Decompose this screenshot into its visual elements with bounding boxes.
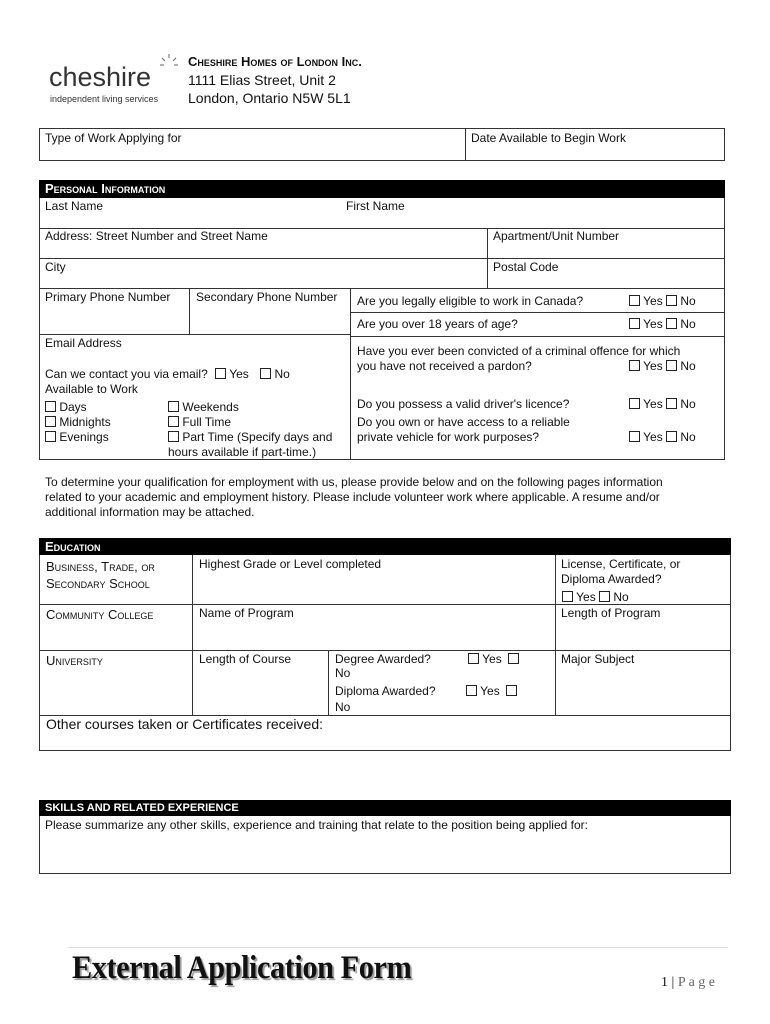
- midnights-checkbox[interactable]: [45, 416, 56, 427]
- contact-email-no-checkbox[interactable]: [260, 368, 271, 379]
- convicted-no-checkbox[interactable]: [666, 360, 677, 371]
- part-time-checkbox[interactable]: [168, 431, 179, 442]
- intro-line-1: To determine your qualification for employment with us, please provide below and on the following pages information: [45, 475, 663, 489]
- degree-no-checkbox[interactable]: [508, 653, 519, 664]
- vehicle-no-checkbox[interactable]: [666, 431, 677, 442]
- diploma-label: Diploma Awarded?: [335, 684, 436, 698]
- eligible-yes-checkbox[interactable]: [629, 295, 640, 306]
- license-no-checkbox[interactable]: [599, 591, 610, 602]
- intro-line-3: additional information may be attached.: [45, 505, 255, 519]
- address-line-1: 1111 Elias Street, Unit 2: [188, 72, 336, 88]
- vehicle-question-2: private vehicle for work purposes?: [357, 430, 540, 444]
- sun-icon: [158, 52, 180, 74]
- apt-field[interactable]: Apartment/Unit Number: [493, 229, 620, 243]
- full-time-checkbox[interactable]: [168, 416, 179, 427]
- part-time-note: hours available if part-time.): [168, 445, 317, 459]
- convicted-question-2: you have not received a pardon?: [357, 359, 532, 373]
- vehicle-question-1: Do you own or have access to a reliable: [357, 415, 570, 429]
- licence-question: Do you possess a valid driver's licence?: [357, 397, 570, 411]
- postal-field[interactable]: Postal Code: [493, 260, 559, 274]
- days-checkbox[interactable]: [45, 401, 56, 412]
- last-name-field[interactable]: Last Name: [45, 199, 104, 213]
- weekends-checkbox[interactable]: [168, 401, 179, 412]
- skills-header: SKILLS AND RELATED EXPERIENCE: [39, 800, 731, 816]
- contact-email-question: Can we contact you via email? Yes No: [45, 367, 290, 381]
- contact-email-yes-checkbox[interactable]: [215, 368, 226, 379]
- over18-yes-checkbox[interactable]: [629, 318, 640, 329]
- business-school-label-1: Business, Trade, or: [46, 559, 155, 574]
- diploma-yes-checkbox[interactable]: [466, 685, 477, 696]
- education-header: Education: [39, 538, 731, 555]
- community-college-label: Community College: [46, 607, 154, 622]
- page-number: 1: [661, 975, 668, 990]
- business-school-label-2: Secondary School: [46, 576, 150, 591]
- license-label-2: Diploma Awarded?: [561, 572, 662, 586]
- program-field[interactable]: Name of Program: [199, 606, 294, 620]
- address-line-2: London, Ontario N5W 5L1: [188, 90, 351, 106]
- secondary-phone-field[interactable]: Secondary Phone Number: [196, 290, 338, 304]
- email-field[interactable]: Email Address: [45, 336, 122, 350]
- address-field[interactable]: Address: Street Number and Street Name: [45, 229, 268, 243]
- degree-label: Degree Awarded?: [335, 652, 431, 666]
- intro-line-2: related to your academic and employment history. Please include volunteer work where applicable. A resume and/or: [45, 490, 660, 504]
- org-name: Cheshire Homes of London Inc.: [188, 54, 362, 69]
- personal-info-header: Personal Information: [39, 180, 725, 198]
- degree-no-label: No: [335, 666, 351, 680]
- work-type-field[interactable]: Type of Work Applying for: [45, 131, 182, 145]
- primary-phone-field[interactable]: Primary Phone Number: [45, 290, 171, 304]
- major-subject-field[interactable]: Major Subject: [561, 652, 635, 666]
- highest-grade-field[interactable]: Highest Grade or Level completed: [199, 557, 382, 571]
- license-yes-checkbox[interactable]: [562, 591, 573, 602]
- university-label: University: [46, 653, 103, 668]
- vehicle-yes-checkbox[interactable]: [629, 431, 640, 442]
- form-title: External Application Form: [72, 950, 412, 986]
- skills-prompt: Please summarize any other skills, experience and training that relate to the position being applied for:: [45, 818, 588, 832]
- licence-no-checkbox[interactable]: [666, 398, 677, 409]
- eligible-no-checkbox[interactable]: [666, 295, 677, 306]
- licence-yes-checkbox[interactable]: [629, 398, 640, 409]
- date-available-field[interactable]: Date Available to Begin Work: [471, 131, 626, 145]
- page-label: P a g e: [677, 975, 716, 990]
- diploma-no-checkbox[interactable]: [506, 685, 517, 696]
- over18-no-checkbox[interactable]: [666, 318, 677, 329]
- other-courses-field[interactable]: Other courses taken or Certificates received:: [46, 716, 324, 732]
- available-label: Available to Work: [45, 382, 138, 396]
- logo-text: cheshire: [49, 62, 152, 92]
- diploma-no-label: No: [335, 700, 351, 714]
- evenings-checkbox[interactable]: [45, 431, 56, 442]
- convicted-yes-checkbox[interactable]: [629, 360, 640, 371]
- degree-yes-checkbox[interactable]: [468, 653, 479, 664]
- eligible-question: Are you legally eligible to work in Canada?: [357, 294, 584, 308]
- logo: [46, 52, 166, 108]
- length-program-field[interactable]: Length of Program: [561, 606, 661, 620]
- first-name-field[interactable]: First Name: [346, 199, 405, 213]
- convicted-question-1: Have you ever been convicted of a criminal offence for which: [357, 344, 681, 358]
- city-field[interactable]: City: [45, 260, 66, 274]
- logo-tagline: independent living services: [50, 94, 159, 104]
- license-label-1: License, Certificate, or: [561, 557, 681, 571]
- length-course-field[interactable]: Length of Course: [199, 652, 292, 666]
- over18-question: Are you over 18 years of age?: [357, 317, 518, 331]
